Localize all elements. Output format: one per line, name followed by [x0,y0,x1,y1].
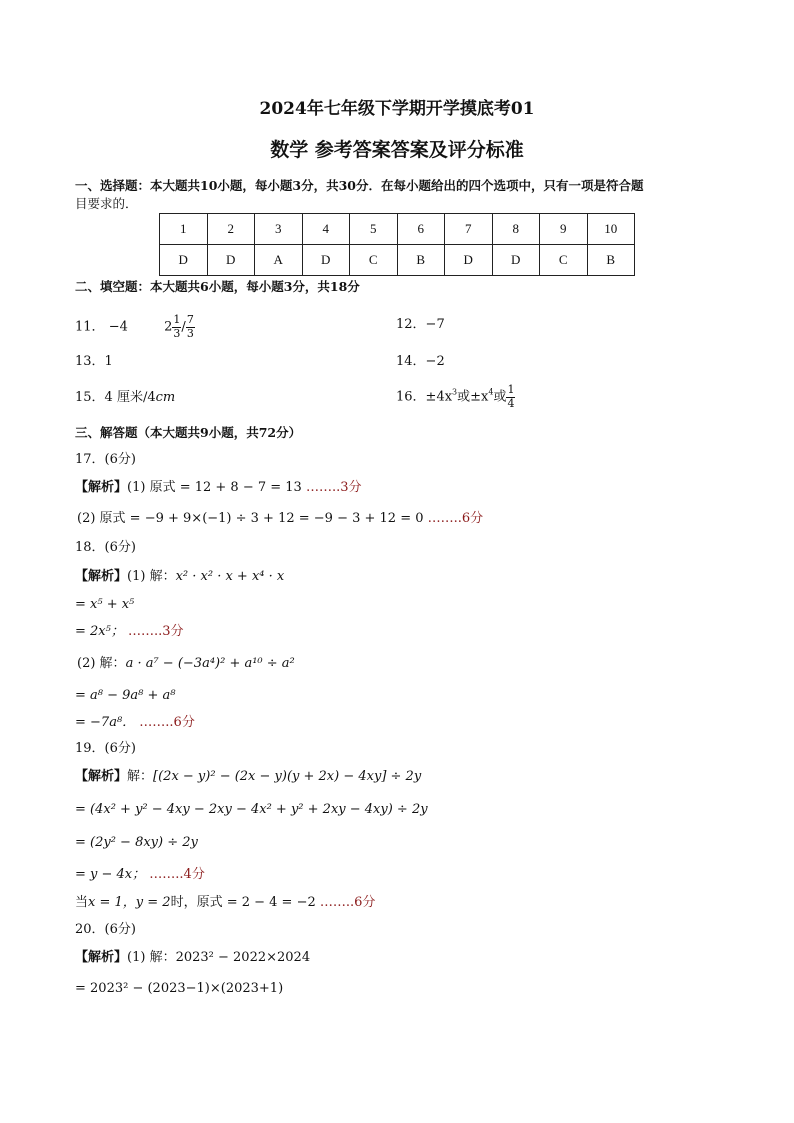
page-title: 2024年七年级下学期开学摸底考01 [259,99,535,119]
table-cell: 2 [207,214,255,245]
question-number: 13． [75,354,105,369]
score-mark: ……..4分 [149,867,205,882]
q19-line5: 当x = 1，y = 2时，原式 = 2 − 4 = −2 ……..6分 [75,895,376,910]
score-mark: ……..6分 [139,715,195,730]
fraction: $\frac{1}{3}$ [173,313,181,340]
answer-16: 16．$\pm 4x^3$或$\pm x^4$或 $\frac{1}{4}$ [396,383,515,410]
table-cell: B [587,245,635,276]
answer-value: 4 厘米/4 [104,390,156,405]
table-cell: 6 [397,214,445,245]
score-mark: ……..3分 [127,624,184,639]
answer-13 [75,355,113,368]
section2-heading: 二、填空题：本大题共6小题，每小题3分，共18分 [75,279,360,294]
q18-line3: = 2x⁵； ……..3分 [75,624,184,639]
q18-line6: = −7a⁸． ……..6分 [75,715,195,730]
answer-14 [396,355,445,368]
question-number: 16． [396,389,426,405]
q20-line1: 【解析】(1) 解：2023² − 2022×2024 [75,950,311,965]
table-cell: 8 [492,214,540,245]
answer-value: −4 [108,319,128,335]
table-cell: 4 [302,214,350,245]
unit: cm [155,390,176,405]
q20-heading: 20．(6分) [75,922,136,937]
q17-line2: (2) 原式 = −9 + 9×(−1) ÷ 3 + 12 = −9 − 3 + 12 = 0 ……..6分 [77,511,484,526]
q19-heading: 19．(6分) [75,741,136,756]
table-cell: D [445,245,493,276]
fraction: $\frac{1}{4}$ [507,383,515,410]
table-cell: 7 [445,214,493,245]
answer-11: 11． −4 2 $\frac{1}{3}$ / $\frac{7}{3}$ [75,313,194,340]
question-number: 12． [396,317,426,332]
q18-line2: = x⁵ + x⁵ [75,597,135,612]
q18-line1: 【解析】(1) 解：x² · x² · x + x⁴ · x [75,569,285,584]
answer-12 [396,318,445,331]
answer-value: −7 [425,317,445,332]
q17-heading: 17．(6分) [75,452,136,467]
answer-value: 1 [104,354,113,369]
q18-heading: 18．(6分) [75,540,136,555]
answer-table-number-row [160,214,635,245]
q20-line2: = 2023² − (2023−1)×(2023+1) [75,981,284,996]
table-cell: B [397,245,445,276]
section3-heading: 三、解答题（本大题共9小题，共72分） [75,425,302,440]
table-cell: 10 [587,214,635,245]
fraction: $\frac{7}{3}$ [186,313,194,340]
mixed-number-whole: 2 [164,319,173,335]
question-number: 14． [396,354,426,369]
answer-15 [75,391,175,404]
page-subtitle: 数学 参考答案答案及评分标准 [270,139,524,161]
table-cell: 1 [160,214,208,245]
table-cell: A [255,245,303,276]
table-cell: C [540,245,588,276]
score-mark: ……..6分 [427,511,484,526]
question-number: 15． [75,390,105,405]
q19-line4: = y − 4x； ……..4分 [75,867,205,882]
table-cell: D [160,245,208,276]
score-mark: ……..6分 [319,895,376,910]
section1-heading-cont: 目要求的． [75,196,138,211]
table-cell: D [492,245,540,276]
question-number: 11． [75,319,105,335]
q19-line1: 【解析】解：[(2x − y)² − (2x − y)(y + 2x) − 4xy] ÷ 2y [75,769,422,784]
q19-line3: = (2y² − 8xy) ÷ 2y [75,835,198,850]
table-cell: 5 [350,214,398,245]
answer-table [159,213,635,276]
table-cell: D [207,245,255,276]
q17-line1: 【解析】(1) 原式 = 12 + 8 − 7 = 13 ……..3分 [75,480,362,495]
q19-line2: = (4x² + y² − 4xy − 2xy − 4x² + y² + 2xy − 4xy) ÷ 2y [75,802,428,817]
table-cell: 3 [255,214,303,245]
answer-value: −2 [425,354,445,369]
table-cell: D [302,245,350,276]
q18-line5: = a⁸ − 9a⁸ + a⁸ [75,688,176,703]
answer-table-answer-row [160,245,635,276]
score-mark: ……..3分 [305,480,362,495]
q18-line4: (2) 解：a · a⁷ − (−3a⁴)² + a¹⁰ ÷ a² [77,656,295,671]
section1-heading: 一、选择题：本大题共10小题，每小题3分，共30分．在每小题给出的四个选项中，只有一项是符合题 [75,178,644,193]
table-cell: C [350,245,398,276]
table-cell: 9 [540,214,588,245]
